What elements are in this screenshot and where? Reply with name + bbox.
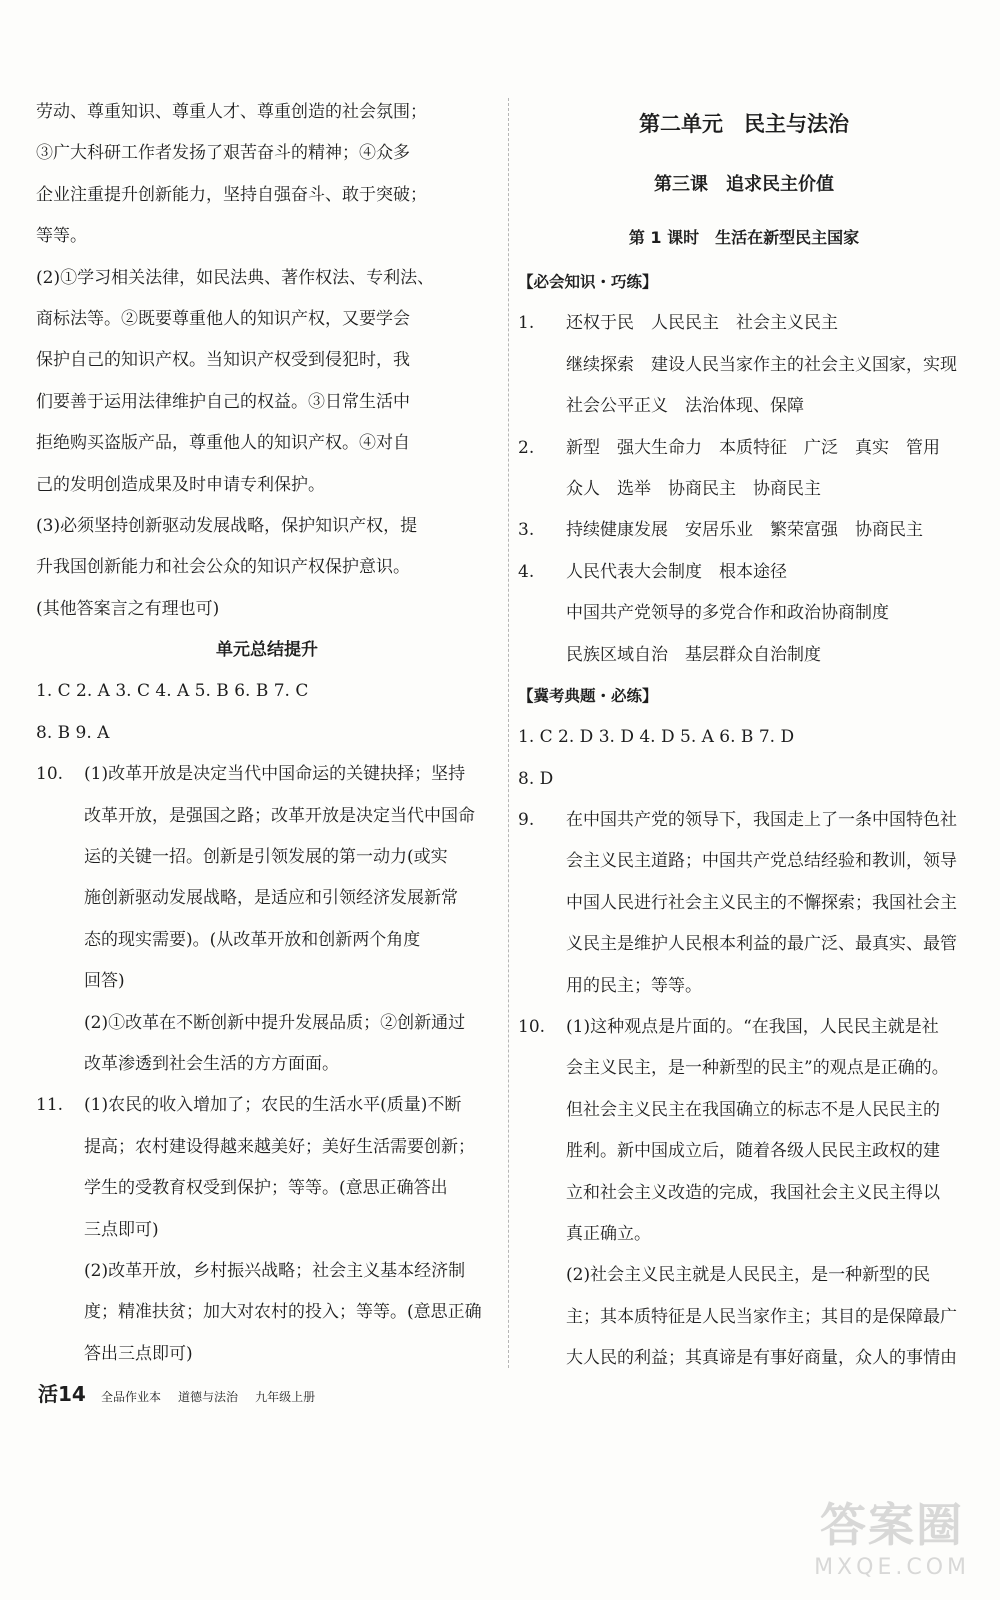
- right-column-line: [518, 759, 970, 800]
- right-column-line: [518, 386, 970, 427]
- line-text: 胜利。新中国成立后，随着各级人民民主政权的建: [566, 1141, 940, 1162]
- line-text: 8. D: [518, 768, 554, 789]
- line-text: 中国人民进行社会主义民主的不懈探索；我国社会主: [566, 892, 957, 913]
- unit-heading: [518, 92, 970, 156]
- line-text: 社会公平正义 法治体现、保障: [566, 396, 804, 417]
- line-text: 【必会知识・巧练】: [518, 273, 658, 291]
- left-column-line: [36, 1334, 498, 1375]
- line-text: 升我国创新能力和社会公众的知识产权保护意识。: [36, 557, 410, 578]
- line-text: (3)必须坚持创新驱动发展战略，保护知识产权，提: [36, 515, 418, 536]
- line-text: (2)①改革在不断创新中提升发展品质；②创新通过: [84, 1012, 466, 1033]
- right-column-line: [518, 1048, 970, 1089]
- question-number: 4.: [518, 561, 535, 582]
- line-text: 【冀考典题・必练】: [518, 686, 658, 705]
- line-text: (1)这种观点是片面的。“在我国，人民民主就是社: [566, 1017, 939, 1038]
- line-text: 度；精准扶贫；加大对农村的投入；等等。(意思正确: [84, 1302, 482, 1323]
- right-column-line: [518, 1338, 970, 1379]
- right-column-line: [518, 1007, 970, 1048]
- right-column-line: [518, 1214, 970, 1255]
- line-text: 劳动、尊重知识、尊重人才、尊重创造的社会氛围；: [36, 102, 427, 122]
- column-divider: [508, 98, 509, 1368]
- right-column-line: [518, 635, 970, 676]
- line-text: (1)农民的收入增加了；农民的生活水平(质量)不断: [84, 1095, 462, 1116]
- line-text: (2)社会主义民主就是人民民主，是一种新型的民: [566, 1265, 931, 1286]
- line-text: ③广大科研工作者发扬了艰苦奋斗的精神；④众多: [36, 143, 410, 164]
- left-column-line: [36, 837, 498, 878]
- line-text: 等等。: [36, 226, 87, 247]
- line-text: 施创新驱动发展战略，是适应和引领经济发展新常: [84, 888, 458, 909]
- class-period-heading: [518, 214, 970, 262]
- line-text: 第三课 追求民主价值: [654, 174, 834, 195]
- line-text: 改革开放，是强国之路；改革开放是决定当代中国命: [84, 805, 475, 826]
- line-text: 企业注重提升创新能力，坚持自强奋斗、敢于突破；: [36, 184, 427, 205]
- left-column-line: [36, 1127, 498, 1168]
- right-column-line: [518, 593, 970, 634]
- line-text: 大人民的利益；其真谛是有事好商量，众人的事情由: [566, 1348, 957, 1369]
- line-text: 民族区域自治 基层群众自治制度: [566, 644, 821, 665]
- left-column-line: [36, 423, 498, 464]
- watermark-logo: [814, 1489, 970, 1580]
- left-column-line: [36, 1003, 498, 1044]
- left-column-line: [36, 1085, 498, 1126]
- right-column-line: [518, 1131, 970, 1172]
- right-column-line: [518, 883, 970, 924]
- right-column-line: [518, 428, 970, 469]
- lesson-heading: [518, 156, 970, 214]
- subject-name: 道德与法治: [178, 1390, 239, 1404]
- watermark-brand: 答案圈: [820, 1498, 965, 1552]
- question-number: 11.: [36, 1095, 64, 1116]
- line-text: (1)改革开放是决定当代中国命运的关键抉择；坚持: [84, 764, 466, 785]
- right-column-line: [518, 717, 970, 758]
- line-text: (2)①学习相关法律，如民法典、著作权法、专利法、: [36, 267, 435, 288]
- line-text: 们要善于运用法律维护自己的权益。③日常生活中: [36, 391, 410, 412]
- question-number: 10.: [518, 1017, 546, 1038]
- line-text: 运的关键一招。创新是引领发展的第一动力(或实: [84, 847, 448, 868]
- section-heading: [36, 630, 498, 671]
- line-text: 1. C 2. A 3. C 4. A 5. B 6. B 7. C: [36, 681, 309, 702]
- left-column-line: [36, 878, 498, 919]
- left-column-line: [36, 589, 498, 630]
- right-column-line: [518, 469, 970, 510]
- left-column-line: [36, 175, 498, 216]
- line-text: 保护自己的知识产权。当知识产权受到侵犯时，我: [36, 350, 410, 371]
- line-text: 单元总结提升: [216, 640, 318, 661]
- page-number: 活14: [38, 1382, 86, 1406]
- left-column-line: [36, 671, 498, 712]
- right-column-line: [518, 510, 970, 551]
- right-column-line: [518, 800, 970, 841]
- line-text: 会主义民主，是一种新型的民主”的观点是正确的。: [566, 1058, 949, 1079]
- line-text: 继续探索 建设人民当家作主的社会主义国家，实现: [566, 354, 957, 375]
- line-text: 但社会主义民主在我国确立的标志不是人民民主的: [566, 1099, 940, 1120]
- right-column-line: [518, 552, 970, 593]
- right-column-line: [518, 1297, 970, 1338]
- left-column-line: [36, 754, 498, 795]
- line-text: 己的发明创造成果及时申请专利保护。: [36, 474, 325, 495]
- line-text: 义民主是维护人民根本利益的最广泛、最真实、最管: [566, 934, 957, 955]
- question-number: 3.: [518, 520, 535, 541]
- grade-label: 九年级上册: [255, 1390, 316, 1404]
- right-column: [518, 92, 970, 1380]
- line-text: 立和社会主义改造的完成，我国社会主义民主得以: [566, 1182, 940, 1203]
- right-column-line: [518, 1090, 970, 1131]
- line-text: 持续健康发展 安居乐业 繁荣富强 协商民主: [566, 520, 923, 541]
- line-text: 第 1 课时 生活在新型民主国家: [628, 228, 860, 247]
- line-text: 主；其本质特征是人民当家作主；其目的是保障最广: [566, 1306, 957, 1327]
- left-column-line: [36, 1210, 498, 1251]
- page-footer: [38, 1378, 315, 1407]
- line-text: 新型 强大生命力 本质特征 广泛 真实 管用: [566, 437, 940, 458]
- line-text: 真正确立。: [566, 1223, 651, 1244]
- section-label: [518, 262, 970, 303]
- left-column-line: [36, 382, 498, 423]
- line-text: 提高；农村建设得越来越美好；美好生活需要创新；: [84, 1136, 475, 1157]
- left-column-line: [36, 92, 498, 133]
- line-text: 第二单元 民主与法治: [639, 112, 849, 136]
- right-column-line: [518, 1255, 970, 1296]
- left-column-line: [36, 1044, 498, 1085]
- line-text: 在中国共产党的领导下，我国走上了一条中国特色社: [566, 810, 957, 831]
- line-text: 用的民主；等等。: [566, 975, 702, 996]
- right-column-line: [518, 303, 970, 344]
- left-column-line: [36, 1168, 498, 1209]
- line-text: 回答): [84, 971, 125, 992]
- line-text: 改革渗透到社会生活的方方面面。: [84, 1053, 339, 1074]
- question-number: 10.: [36, 764, 64, 785]
- left-column-line: [36, 713, 498, 754]
- left-column-line: [36, 216, 498, 257]
- line-text: 学生的受教育权受到保护；等等。(意思正确答出: [84, 1178, 448, 1199]
- book-title: 全品作业本: [100, 1390, 161, 1404]
- line-text: 还权于民 人民民主 社会主义民主: [566, 313, 838, 334]
- right-column-line: [518, 345, 970, 386]
- line-text: 中国共产党领导的多党合作和政治协商制度: [566, 603, 889, 624]
- left-column: [36, 92, 498, 1375]
- line-text: (其他答案言之有理也可): [36, 598, 220, 619]
- line-text: 答出三点即可): [84, 1343, 193, 1364]
- left-column-line: [36, 258, 498, 299]
- line-text: 8. B 9. A: [36, 722, 110, 743]
- left-column-line: [36, 340, 498, 381]
- question-number: 2.: [518, 437, 535, 458]
- left-column-line: [36, 506, 498, 547]
- line-text: 1. C 2. D 3. D 4. D 5. A 6. B 7. D: [518, 727, 795, 748]
- line-text: 拒绝购买盗版产品，尊重他人的知识产权。④对自: [36, 433, 410, 454]
- left-column-line: [36, 1251, 498, 1292]
- right-column-line: [518, 841, 970, 882]
- right-column-line: [518, 966, 970, 1007]
- line-text: 态的现实需要)。(从改革开放和创新两个角度: [84, 929, 421, 950]
- line-text: 会主义民主道路；中国共产党总结经验和教训，领导: [566, 851, 957, 872]
- left-column-line: [36, 133, 498, 174]
- left-column-line: [36, 796, 498, 837]
- watermark-url: MXQE.COM: [814, 1555, 970, 1580]
- question-number: 1.: [518, 313, 535, 334]
- question-number: 9.: [518, 810, 535, 831]
- left-column-line: [36, 299, 498, 340]
- left-column-line: [36, 961, 498, 1002]
- line-text: 人民代表大会制度 根本途径: [566, 561, 787, 582]
- line-text: 三点即可): [84, 1219, 159, 1240]
- line-text: (2)改革开放，乡村振兴战略；社会主义基本经济制: [84, 1260, 466, 1281]
- right-column-line: [518, 924, 970, 965]
- section-label: [518, 676, 970, 717]
- left-column-line: [36, 920, 498, 961]
- right-column-line: [518, 1173, 970, 1214]
- left-column-line: [36, 465, 498, 506]
- line-text: 众人 选举 协商民主 协商民主: [566, 478, 821, 499]
- left-column-line: [36, 547, 498, 588]
- left-column-line: [36, 1292, 498, 1333]
- line-text: 商标法等。②既要尊重他人的知识产权，又要学会: [36, 308, 410, 329]
